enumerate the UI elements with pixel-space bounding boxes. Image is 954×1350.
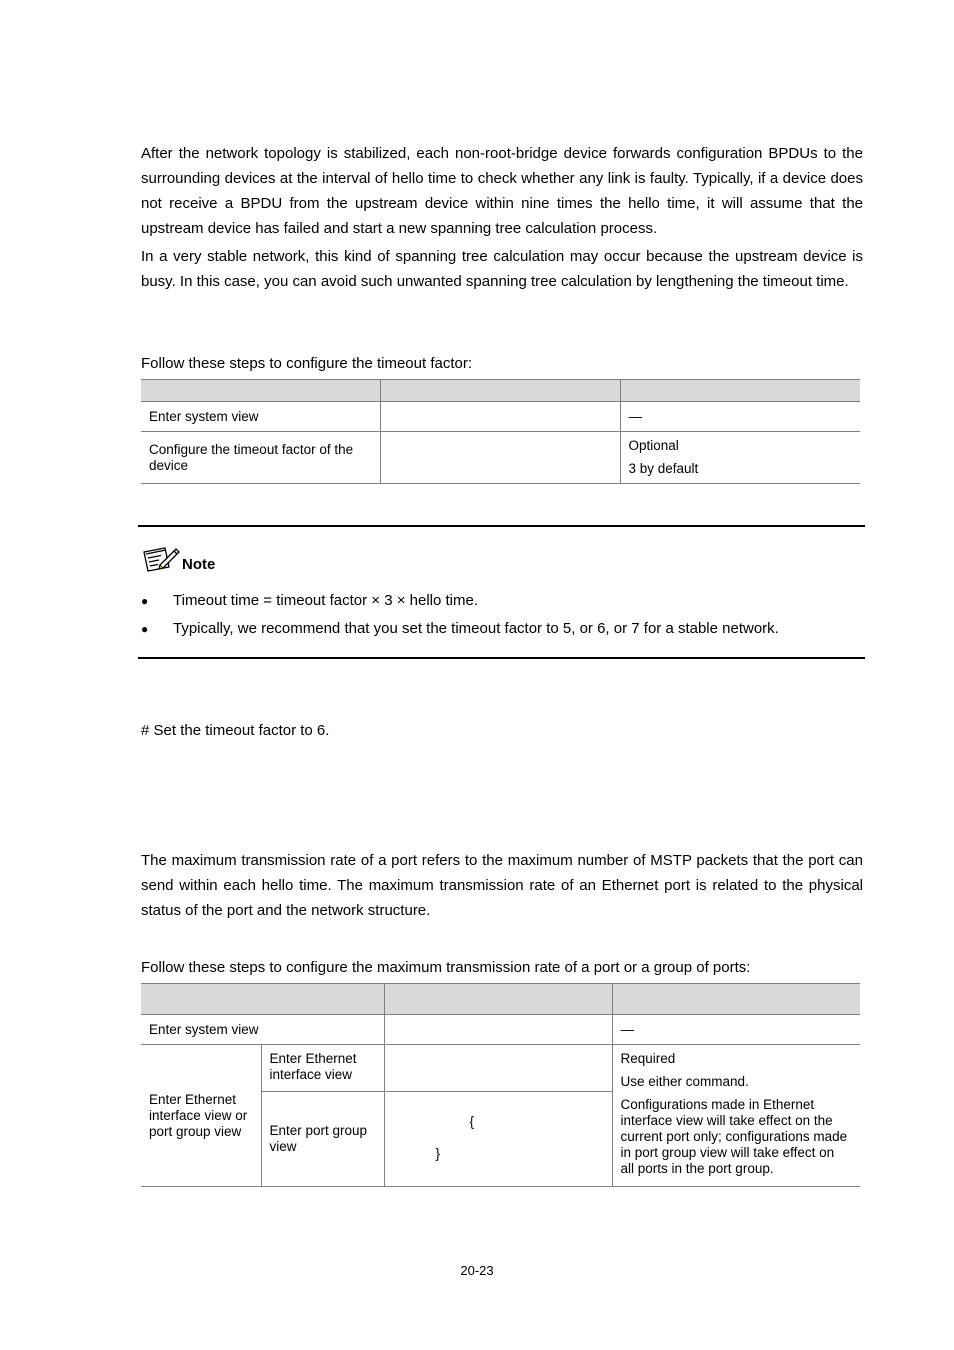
group-step-cell: Enter Ethernet interface view or port group view	[141, 1045, 261, 1187]
brace-close: }	[435, 1146, 441, 1161]
rate-paragraph: The maximum transmission rate of a port refers to the maximum number of MSTP packets that the port can send within each hello time. The maximum transmission rate of an Ethernet port is related to the physical status of the port and the network structure.	[141, 852, 863, 919]
remarks-cell	[620, 432, 860, 484]
step-cell: Enter system view	[141, 1015, 384, 1045]
command-cell	[384, 1045, 612, 1092]
remarks-line: Configurations made in Ethernet interface view will take effect on the current port only; configurations made in port group view will take effect on all ports in the port group.	[620, 1097, 848, 1176]
example-text: # Set the timeout factor to 6.	[141, 722, 330, 739]
remarks-line: 3 by default	[628, 461, 699, 476]
step-cell: Configure the timeout factor of the device	[141, 432, 380, 484]
table-row	[141, 1015, 860, 1045]
remarks-line: Required	[620, 1051, 676, 1066]
intro-paragraph-1: After the network topology is stabilized, each non-root-bridge device forwards configuration BPDUs to the surrounding devices at the interval of hello time to check whether any link is faulty. Typically, if a device does not receive a BPDU from the upstream device within nine times the hello time, it will assume that the upstream device has failed and start a new spanning tree calculation process.	[141, 145, 863, 237]
header-cell-remarks	[620, 380, 860, 402]
command-cell	[384, 1015, 612, 1045]
header-cell-command	[384, 984, 612, 1015]
bullet-dot-icon: ●	[141, 594, 149, 608]
note-top-rule	[138, 525, 865, 527]
remarks-cell: —	[620, 402, 860, 432]
table-row	[141, 432, 860, 484]
timeout-factor-table	[141, 379, 860, 484]
remarks-line: Use either command.	[620, 1074, 749, 1089]
note-bottom-rule	[138, 657, 865, 659]
remarks-line: Optional	[628, 438, 679, 453]
header-cell-operation	[141, 984, 384, 1015]
bullet-dot-icon: ●	[141, 622, 149, 636]
command-cell	[380, 402, 620, 432]
header-cell-operation	[141, 380, 380, 402]
sub-step-cell: Enter Ethernet interface view	[261, 1045, 384, 1092]
table-row	[141, 1045, 860, 1092]
header-cell-command	[380, 380, 620, 402]
timeout-steps-intro: Follow these steps to configure the timeout factor:	[141, 355, 473, 372]
intro-paragraph-2: In a very stable network, this kind of spanning tree calculation may occur because the upstream device is busy. In this case, you can avoid such unwanted spanning tree calculation by lengthening the timeout time.	[141, 248, 863, 290]
note-bullet-text: Typically, we recommend that you set the timeout factor to 5, or 6, or 7 for a stable network.	[173, 620, 779, 637]
remarks-cell: —	[612, 1015, 860, 1045]
remarks-cell	[612, 1045, 860, 1187]
table-header-row	[141, 984, 860, 1015]
step-cell: Enter system view	[141, 402, 380, 432]
note-title: Note	[182, 556, 216, 573]
command-cell	[380, 432, 620, 484]
note-bullet-text: Timeout time = timeout factor × 3 × hello time.	[173, 592, 478, 609]
note-pad-icon	[141, 543, 181, 575]
brace-open: {	[469, 1114, 475, 1129]
header-cell-remarks	[612, 984, 860, 1015]
sub-step-cell: Enter port group view	[261, 1092, 384, 1187]
page-number: 20-23	[460, 1263, 494, 1278]
table-row	[141, 402, 860, 432]
rate-steps-intro: Follow these steps to configure the maximum transmission rate of a port or a group of ports:	[141, 959, 751, 976]
table-header-row	[141, 380, 860, 402]
command-cell	[384, 1092, 612, 1187]
transmission-rate-table	[141, 983, 860, 1187]
